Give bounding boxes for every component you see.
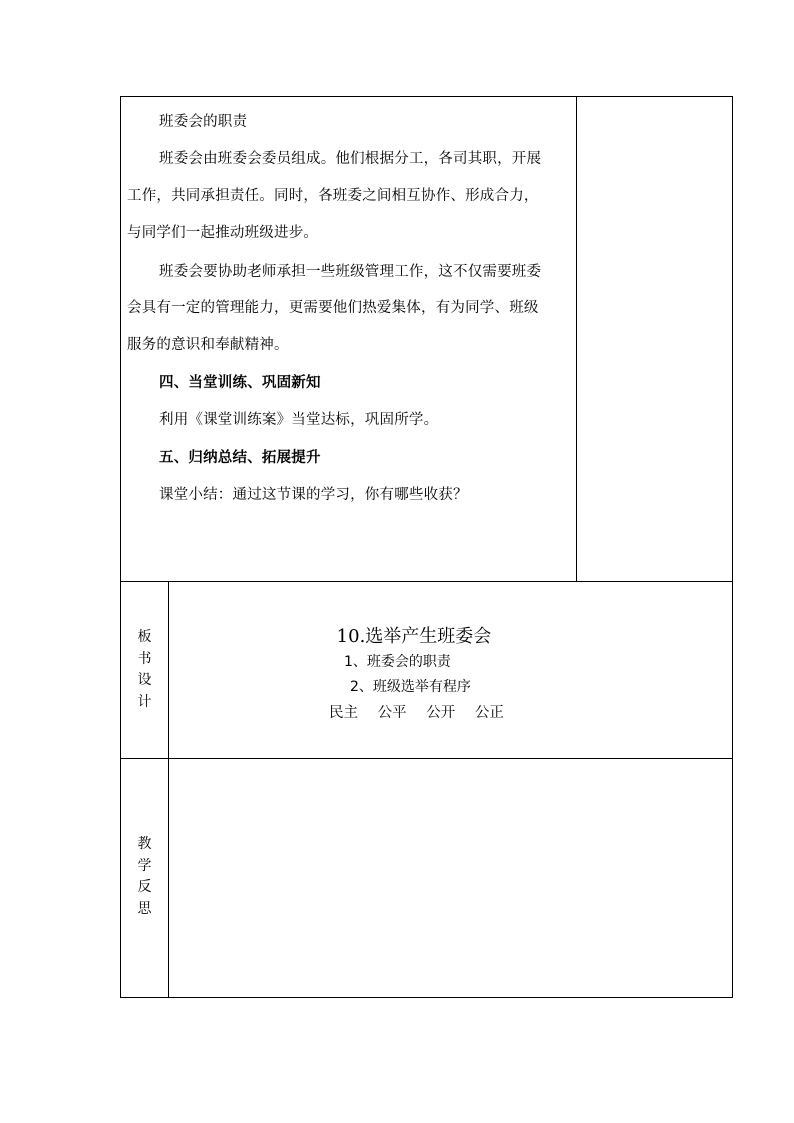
section4-title: 四、当堂训练、巩固新知 xyxy=(159,375,321,391)
section-heading: 班委会的职责 xyxy=(159,114,248,130)
board-design-label xyxy=(122,627,167,713)
board-title: 10.选举产生班委会 xyxy=(336,626,492,647)
label-char: 板 xyxy=(137,629,152,645)
principle-item: 民主 xyxy=(329,705,358,721)
table-top-border xyxy=(120,96,733,97)
reflection-content-area[interactable] xyxy=(169,759,732,997)
table-left-border xyxy=(120,96,121,998)
paragraph-line: 班委会由班委会委员组成。他们根据分工，各司其职，开展 xyxy=(159,151,542,167)
row1-bottom-border xyxy=(120,581,733,582)
paragraph-line: 服务的意识和奉献精神。 xyxy=(127,337,289,353)
label-char: 教 xyxy=(137,836,152,852)
label-char: 计 xyxy=(137,693,152,710)
paragraph-line: 班委会要协助老师承担一些班级管理工作，这不仅需要班委 xyxy=(159,264,542,280)
reflection-label xyxy=(122,834,167,920)
board-principles xyxy=(329,701,519,722)
label-char: 设 xyxy=(137,672,152,688)
board-line-1: 1、班委会的职责 xyxy=(344,654,451,670)
principle-item: 公正 xyxy=(474,705,504,721)
section5-title: 五、归纳总结、拓展提升 xyxy=(159,450,321,466)
label-char: 思 xyxy=(137,900,152,917)
principle-item: 公平 xyxy=(377,705,407,721)
paragraph-line: 工作，共同承担责任。同时，各班委之间相互协作、形成合力， xyxy=(127,188,539,204)
section5-text: 课堂小结：通过这节课的学习，你有哪些收获？ xyxy=(159,487,468,503)
table-right-border xyxy=(732,96,733,998)
section4-text: 利用《课堂训练案》当堂达标，巩固所学。 xyxy=(159,412,439,428)
label-char: 反 xyxy=(137,879,152,895)
table-bottom-border xyxy=(120,997,733,998)
label-char: 学 xyxy=(137,857,152,874)
paragraph-line: 与同学们一起推动班级进步。 xyxy=(127,225,319,241)
board-line-2: 2、班级选举有程序 xyxy=(350,679,471,695)
label-char: 书 xyxy=(137,650,152,667)
principle-item: 公开 xyxy=(426,705,456,721)
top-cell-divider xyxy=(576,96,577,582)
paragraph-line: 会具有一定的管理能力，更需要他们热爱集体，有为同学、班级 xyxy=(127,300,539,316)
